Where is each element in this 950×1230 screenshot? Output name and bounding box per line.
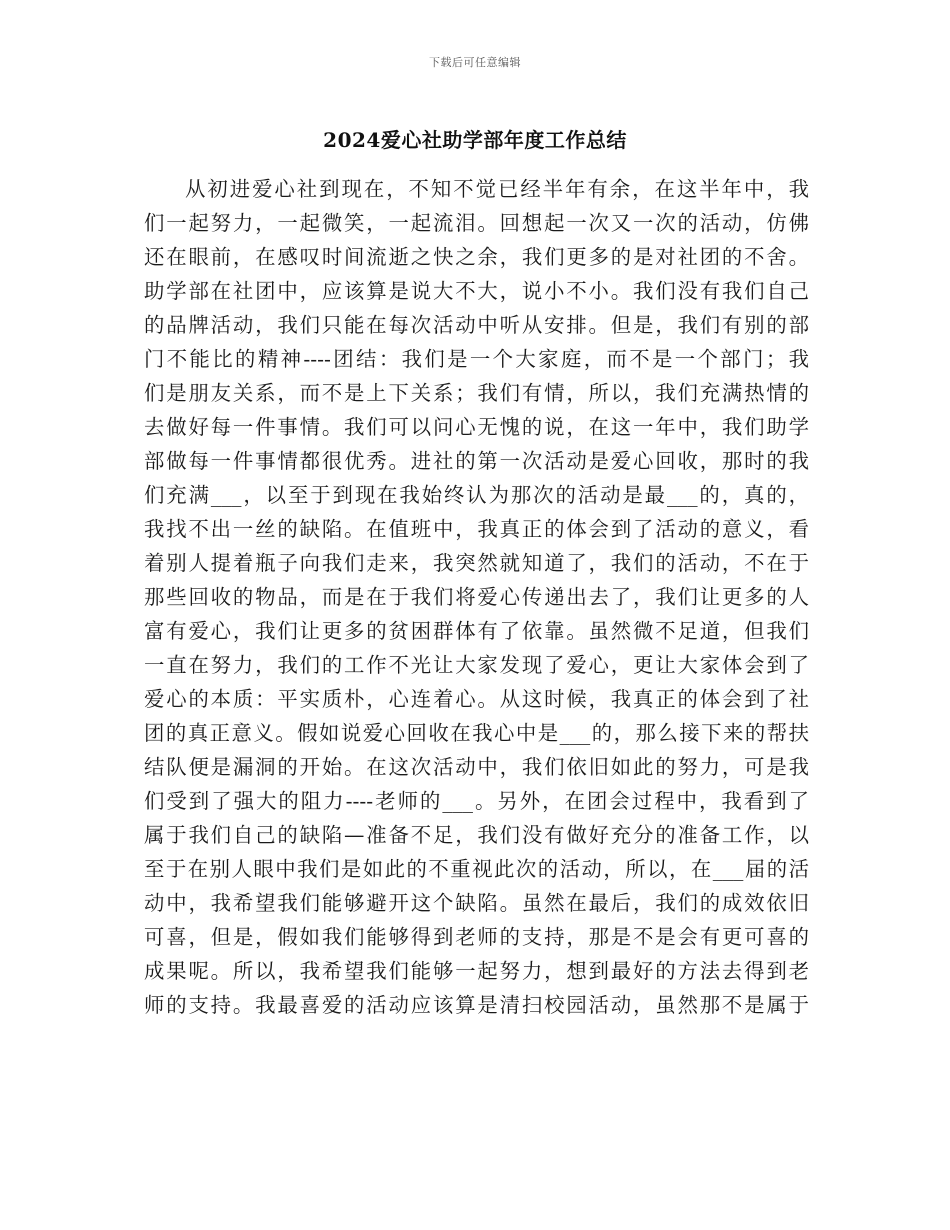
paragraph-line: 去做好每一件事情。我们可以问心无愧的说，在这一年中，我们助学 <box>144 415 809 439</box>
paragraph-line: 从初进爱心社到现在，不知不觉已经半年有余，在这半年中，我 <box>185 177 809 201</box>
paragraph-line: 我找不出一丝的缺陷。在值班中，我真正的体会到了活动的意义，看 <box>144 517 809 541</box>
paragraph-line: 动中，我希望我们能够避开这个缺陷。虽然在最后，我们的成效依旧 <box>144 891 809 915</box>
paragraph-line: 们充满___，以至于到现在我始终认为那次的活动是最___的，真的， <box>144 483 809 507</box>
document-body <box>144 172 809 1022</box>
paragraph-line: 助学部在社团中，应该算是说大不大，说小不小。我们没有我们自己 <box>144 279 809 303</box>
paragraph-line: 着别人提着瓶子向我们走来，我突然就知道了，我们的活动，不在于 <box>144 551 809 575</box>
paragraph-line: 属于我们自己的缺陷—准备不足，我们没有做好充分的准备工作，以 <box>144 823 809 847</box>
paragraph-line: 还在眼前，在感叹时间流逝之快之余，我们更多的是对社团的不舍。 <box>144 245 809 269</box>
paragraph-line: 爱心的本质：平实质朴，心连着心。从这时候，我真正的体会到了社 <box>144 687 809 711</box>
paragraph-line: 结队便是漏洞的开始。在这次活动中，我们依旧如此的努力，可是我 <box>144 755 809 779</box>
paragraph-line: 部做每一件事情都很优秀。进社的第一次活动是爱心回收，那时的我 <box>144 449 809 473</box>
paragraph-line: 们是朋友关系，而不是上下关系；我们有情，所以，我们充满热情的 <box>144 381 809 405</box>
header-note: 下载后可任意编辑 <box>429 56 521 69</box>
paragraph-line: 富有爱心，我们让更多的贫困群体有了依靠。虽然微不足道，但我们 <box>144 619 809 643</box>
paragraph-line: 师的支持。我最喜爱的活动应该算是清扫校园活动，虽然那不是属于 <box>144 993 809 1017</box>
paragraph-line: 们一起努力，一起微笑，一起流泪。回想起一次又一次的活动，仿佛 <box>144 211 809 235</box>
paragraph-line: 门不能比的精神----团结：我们是一个大家庭，而不是一个部门；我 <box>144 347 809 371</box>
document-title: 2024爱心社助学部年度工作总结 <box>323 128 627 152</box>
paragraph-line: 可喜，但是，假如我们能够得到老师的支持，那是不是会有更可喜的 <box>144 925 809 949</box>
paragraph-line: 至于在别人眼中我们是如此的不重视此次的活动，所以，在___届的活 <box>144 857 809 881</box>
paragraph-line: 那些回收的物品，而是在于我们将爱心传递出去了，我们让更多的人 <box>144 585 809 609</box>
paragraph-line: 的品牌活动，我们只能在每次活动中听从安排。但是，我们有别的部 <box>144 313 809 337</box>
paragraph-line: 团的真正意义。假如说爱心回收在我心中是___的，那么接下来的帮扶 <box>144 721 809 745</box>
paragraph-line: 们受到了强大的阻力----老师的___。另外，在团会过程中，我看到了 <box>144 789 809 813</box>
paragraph-line: 一直在努力，我们的工作不光让大家发现了爱心，更让大家体会到了 <box>144 653 809 677</box>
paragraph-line: 成果呢。所以，我希望我们能够一起努力，想到最好的方法去得到老 <box>144 959 809 983</box>
